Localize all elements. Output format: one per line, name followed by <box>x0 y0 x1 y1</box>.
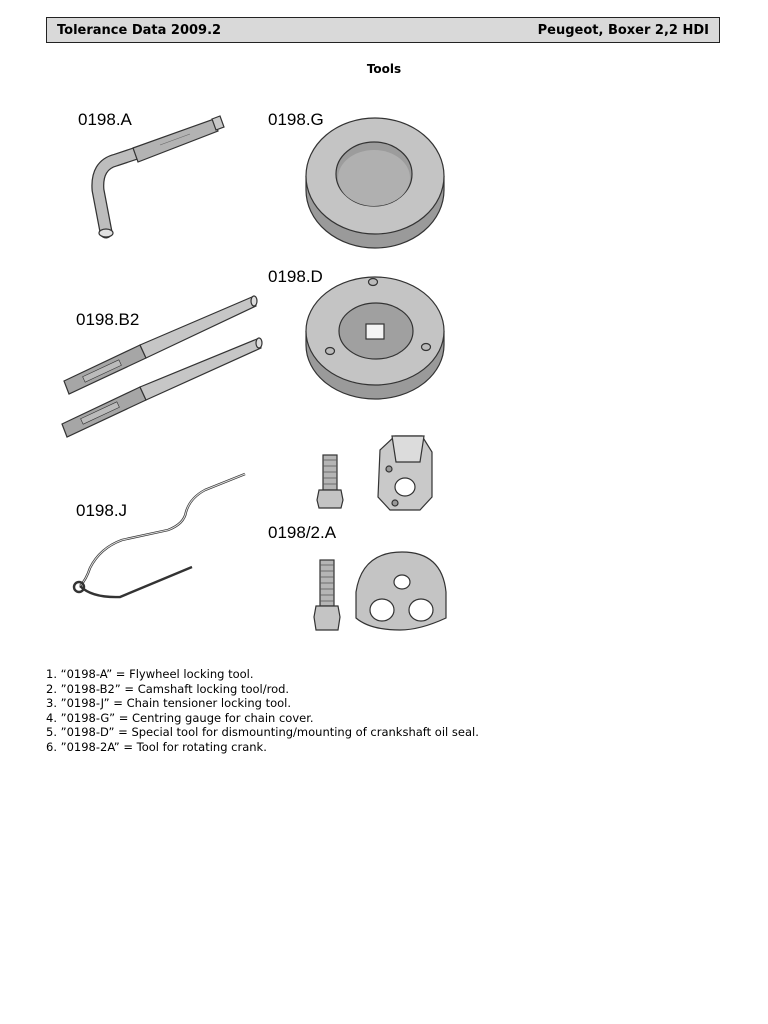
centring-gauge-image <box>306 118 444 248</box>
list-item: 1. “0198-A” = Flywheel locking tool. <box>46 667 254 681</box>
label-0198-a: 0198.A <box>78 110 132 129</box>
label-0198-j: 0198.J <box>76 501 128 520</box>
rotating-crank-tool-image <box>314 552 446 630</box>
list-item: 2. ”0198-B2” = Camshaft locking tool/rod. <box>46 681 290 696</box>
label-0198-d: 0198.D <box>268 267 323 286</box>
list-item: 4. ”0198-G” = Centring gauge for chain cover. <box>46 710 314 725</box>
flywheel-locking-tool-image <box>98 116 224 237</box>
chain-tensioner-tool-image <box>74 474 245 597</box>
camshaft-locking-rods-image <box>62 296 262 437</box>
tool-description-list <box>46 667 479 755</box>
label-0198-g: 0198.G <box>268 110 324 129</box>
bolt-and-hex-block-image <box>317 436 432 510</box>
label-0198-b2: 0198.B2 <box>76 310 140 329</box>
seal-tool-image <box>306 277 444 399</box>
header-right-title: Peugeot, Boxer 2,2 HDI <box>537 22 709 38</box>
label-0198-2a: 0198/2.A <box>268 523 337 542</box>
list-item: 6. ”0198-2A” = Tool for rotating crank. <box>46 739 267 754</box>
list-item: 5. ”0198-D” = Special tool for dismounting/mounting of crankshaft oil seal. <box>46 725 479 740</box>
header-left-title: Tolerance Data 2009.2 <box>57 22 222 38</box>
list-item: 3. ”0198-J” = Chain tensioner locking tool. <box>46 696 292 711</box>
page-title: Tools <box>366 62 402 76</box>
